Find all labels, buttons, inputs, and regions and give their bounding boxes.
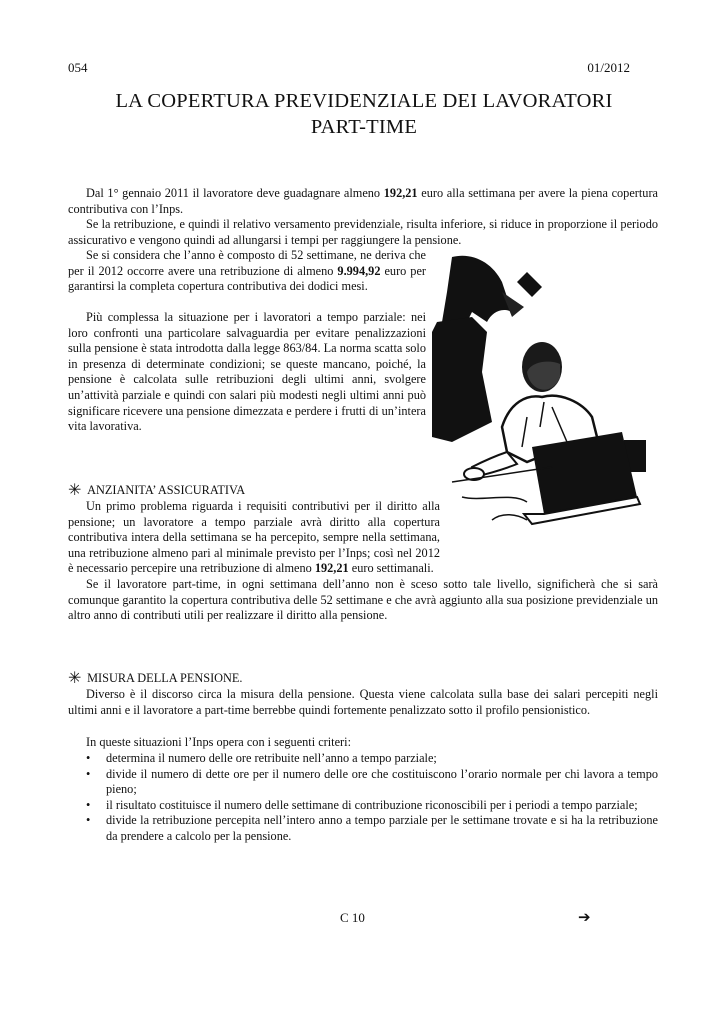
intro-p3-text-b: euro per garantirsi la completa copertura contributiva dei dodici mesi. bbox=[68, 263, 426, 294]
intro-paragraph-4: Più complessa la situazione per i lavoratori a tempo parziale: nei loro confronti una particolare salvaguardia per evitare penalizzazioni sulla pensione è stata introdotta dalla legge 863/84. La norma scatta solo in presenza di determinate condizioni; se queste mancano, poiché, la pensione è calcolata sulle retribuzioni degli ultimi anni, svolgere un’attività parziale e quindi con salari più modesti negli ultimi anni può significare ricevere una pensione dimezzata e perdere i frutti di un’intera vita lavorativa. bbox=[68, 310, 426, 434]
criteria-list bbox=[68, 751, 658, 845]
section1-paragraph-2: Se il lavoratore part-time, in ogni settimana dell’anno non è sceso sotto tale livello, significherà che si sarà comunque garantito la copertura contributiva delle 52 settimane e che avrà aggiunto alla sua posizione previdenziale un altro anno di contributi utili per realizzare il diritto alla pensione. bbox=[68, 577, 658, 623]
asterisk-icon: ✳ bbox=[68, 482, 82, 499]
weekly-amount: 192,21 bbox=[383, 186, 418, 200]
section1-p1-text-b: euro settimanali. bbox=[348, 561, 434, 576]
list-item-text: determina il numero delle ore retribuite nell’anno a tempo parziale; bbox=[106, 751, 437, 765]
list-item-text: divide il numero di dette ore per il numero delle ore che costituiscono l’orario normale per chi lavora a tempo pieno; bbox=[106, 766, 658, 797]
intro-p1-text-a: Dal 1° gennaio 2011 il lavoratore deve guadagnare almeno bbox=[86, 186, 384, 200]
list-item bbox=[68, 751, 658, 767]
title-line-2: PART-TIME bbox=[310, 116, 418, 138]
bullet-icon: • bbox=[86, 813, 91, 828]
document-date: 01/2012 bbox=[587, 60, 630, 75]
list-item bbox=[68, 767, 658, 798]
list-item-text: il risultato costituisce il numero delle settimane di contribuzione riconoscibili per i periodi a tempo parziale; bbox=[106, 797, 638, 812]
intro-paragraph-3 bbox=[68, 248, 426, 295]
section-heading-misura bbox=[68, 670, 243, 687]
page-title bbox=[68, 88, 660, 140]
section1-paragraph-1 bbox=[68, 499, 440, 577]
asterisk-icon: ✳ bbox=[68, 670, 82, 687]
section2-paragraph-2: In queste situazioni l’Inps opera con i seguenti criteri: bbox=[86, 735, 351, 749]
section2-paragraph-1: Diverso è il discorso circa la misura della pensione. Questa viene calcolata sulla base dei salari percepiti negli ultimi anni e il lavoratore a part-time berrebbe quindi fortemente penalizzato sotto il profilo pensionistico. bbox=[68, 687, 658, 717]
section-heading-anzianita bbox=[68, 482, 245, 499]
section1-p1-text-a: Un primo problema riguarda i requisiti contributivi per il diritto alla pensione; un lavoratore a tempo parziale avrà diritto alla copertura contributiva intera della settimana se ha percepito, sempre nella settimana, una retribuzione almeno pari al minimale previsto per l’Inps; così nel 2012 è necessario percepire una retribuzione di almeno bbox=[68, 499, 440, 576]
bullet-icon: • bbox=[86, 797, 91, 812]
title-line-1: LA COPERTURA PREVIDENZIALE DEI LAVORATORI bbox=[115, 90, 613, 112]
bullet-icon: • bbox=[86, 766, 91, 781]
intro-paragraph-2: Se la retribuzione, e quindi il relativo versamento previdenziale, risulta inferiore, si riduce in proporzione il periodo assicurativo e vengono quindi ad allungarsi i tempi per raggiungere la pensione. bbox=[68, 217, 658, 247]
list-item bbox=[68, 798, 658, 814]
document-code: 054 bbox=[68, 60, 88, 75]
annual-amount: 9.994,92 bbox=[337, 263, 381, 278]
list-item bbox=[68, 813, 658, 844]
section2-heading-text: MISURA DELLA PENSIONE. bbox=[87, 671, 243, 685]
minimum-weekly-amount: 192,21 bbox=[314, 561, 349, 576]
man-at-laptop-illustration bbox=[432, 252, 652, 532]
list-item-text: divide la retribuzione percepita nell’intero anno a tempo parziale per le settimane trovate e si ha la retribuzione da prendere a calcolo per la pensione. bbox=[106, 813, 658, 843]
section1-heading-text: ANZIANITA’ ASSICURATIVA bbox=[87, 483, 246, 497]
bullet-icon: • bbox=[86, 751, 91, 765]
page-number: C 10 bbox=[340, 910, 365, 925]
next-page-arrow-icon: ➔ bbox=[578, 910, 591, 926]
intro-p1-text-b: euro alla settimana per avere la piena copertura contributiva con l’Inps. bbox=[68, 186, 659, 216]
intro-paragraph-1 bbox=[68, 186, 658, 217]
intro-p3-text-a: Se si considera che l’anno è composto di 52 settimane, ne deriva che per il 2012 occorre avere una retribuzione di almeno bbox=[68, 248, 426, 278]
